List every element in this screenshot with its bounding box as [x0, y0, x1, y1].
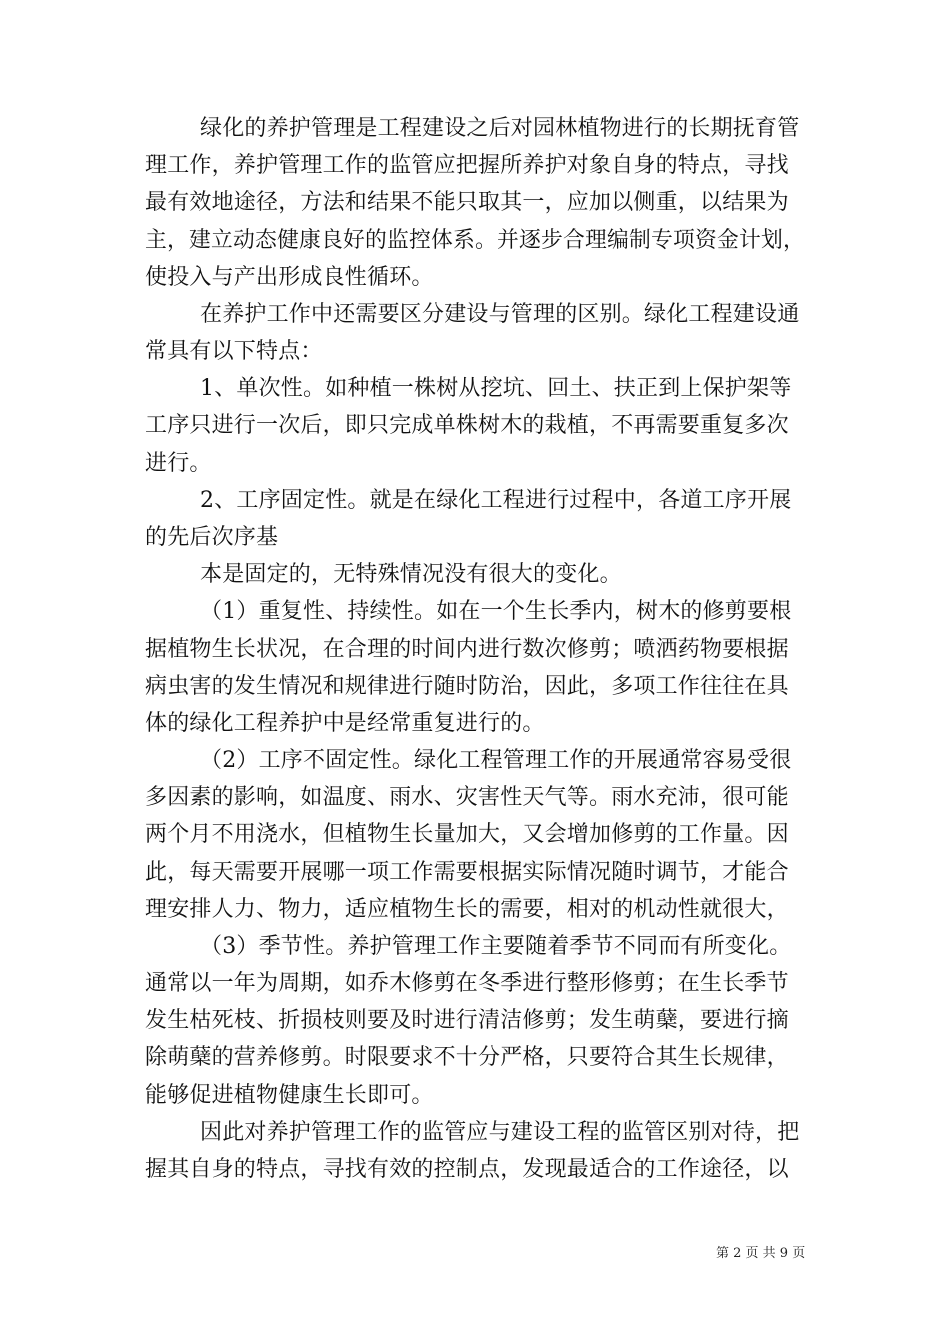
text-line: 在养护工作中还需要区分建设与管理的区别。绿化工程建设通: [200, 302, 800, 327]
text-line: 1、单次性。如种植一株树从挖坑、回土、扶正到上保护架等: [200, 376, 792, 401]
text-line: 两个月不用浇水，但植物生长量加大，又会增加修剪的工作量。因: [145, 822, 789, 847]
page-number-footer: 第 2 页 共 9 页: [716, 1246, 806, 1261]
text-line: 能够促进植物健康生长即可。: [145, 1083, 434, 1108]
text-line: 通常以一年为周期，如乔木修剪在冬季进行整形修剪；在生长季节: [145, 971, 789, 996]
text-line: 绿化的养护管理是工程建设之后对园林植物进行的长期抚育管: [200, 116, 800, 141]
text-line: （1）重复性、持续性。如在一个生长季内，树木的修剪要根: [200, 599, 792, 624]
text-line: 本是固定的，无特殊情况没有很大的变化。: [200, 562, 622, 587]
text-line: 主，建立动态健康良好的监控体系。并逐步合理编制专项资金计划，: [145, 228, 806, 253]
text-line: 常具有以下特点：: [145, 339, 323, 364]
text-line: （2）工序不固定性。绿化工程管理工作的开展通常容易受很: [200, 748, 792, 773]
text-line: 除萌蘖的营养修剪。时限要求不十分严格，只要符合其生长规律，: [145, 1045, 789, 1070]
text-line: 的先后次序基: [145, 525, 279, 550]
text-line: 因此对养护管理工作的监管应与建设工程的监管区别对待，把: [200, 1120, 800, 1145]
text-line: 工序只进行一次后，即只完成单株树木的栽植，不再需要重复多次: [145, 413, 789, 438]
text-line: 理工作，养护管理工作的监管应把握所养护对象自身的特点，寻找: [145, 153, 789, 178]
text-line: 此，每天需要开展哪一项工作需要根据实际情况随时调节，才能合: [145, 860, 789, 885]
text-line: 使投入与产出形成良性循环。: [145, 265, 434, 290]
text-line: 病虫害的发生情况和规律进行随时防治，因此，多项工作往往在具: [145, 674, 789, 699]
text-line: 最有效地途径，方法和结果不能只取其一，应加以侧重，以结果为: [145, 190, 789, 215]
text-line: 2、工序固定性。就是在绿化工程进行过程中，各道工序开展: [200, 488, 792, 513]
text-line: 多因素的影响，如温度、雨水、灾害性天气等。雨水充沛，很可能: [145, 785, 789, 810]
text-line: 理安排人力、物力，适应植物生长的需要，相对的机动性就很大，: [145, 897, 789, 922]
text-line: 体的绿化工程养护中是经常重复进行的。: [145, 711, 545, 736]
text-line: 握其自身的特点，寻找有效的控制点，发现最适合的工作途径，以: [145, 1157, 789, 1182]
text-line: （3）季节性。养护管理工作主要随着季节不同而有所变化。: [200, 934, 792, 959]
text-line: 据植物生长状况，在合理的时间内进行数次修剪；喷洒药物要根据: [145, 637, 789, 662]
text-line: 进行。: [145, 451, 212, 476]
text-line: 发生枯死枝、折损枝则要及时进行清洁修剪；发生萌蘖，要进行摘: [145, 1008, 789, 1033]
